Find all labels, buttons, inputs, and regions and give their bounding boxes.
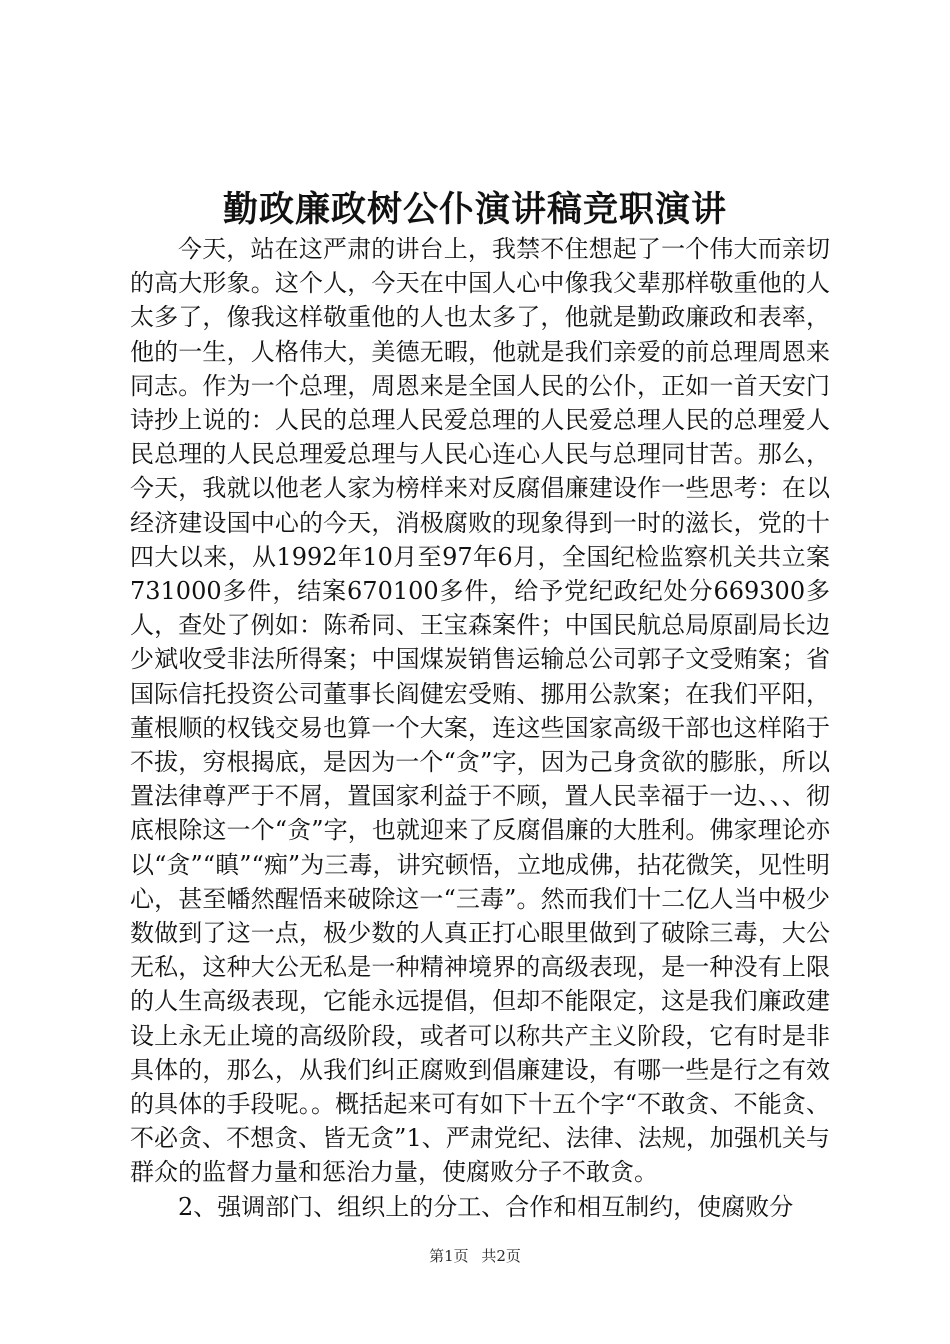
- paragraph-2: 2、强调部门、组织上的分工、合作和相互制约，使腐败分: [178, 1192, 794, 1221]
- paragraph-1: 今天，站在这严肃的讲台上，我禁不住想起了一个伟大而亲切的高大形象。这个人，今天在中国人心中像我父辈那样敬重他的人太多了，像我这样敬重他的人也太多了，他就是勤政廉政和表率，他的一生，人格伟大，美德无暇，他就是我们亲爱的前总理周恩来同志。作为一个总理，周恩来是全国人民的公仆，正如一首天安门诗抄上说的：人民的总理人民爱总理的人民爱总理人民的总理爱人民总理的人民总理爱总理与人民心连心人民与总理同甘苦。那么，今天，我就以他老人家为榜样来对反腐倡廉建设作一些思考：在以经济建设国中心的今天，消极腐败的现象得到一时的滋长，党的十四大以来，从1992年10月至97年6月，全国纪检监察机关共立案731000多件，结案670100多件，给予党纪政纪处分669300多人，查处了例如：陈希同、王宝森案件；中国民航总局原副局长边少斌收受非法所得案；中国煤炭销售运输总公司郭子文受贿案；省国际信托投资公司董事长阎健宏受贿、挪用公款案；在我们平阳，董根顺的权钱交易也算一个大案，连这些国家高级干部也这样陷于不拔，穷根揭底，是因为一个“贪”字，因为己身贪欲的膨胀，所以置法律尊严于不屑，置国家利益于不顾，置人民幸福于一边、、、彻底根除这一个“贪”字，也就迎来了反腐倡廉的大胜利。佛家理论亦以“贪”“瞋”“痴”为三毒，讲究顿悟，立地成佛，拈花微笑，见性明心，甚至幡然醒悟来破除这一“三毒”。然而我们十二亿人当中极少数做到了这一点，极少数的人真正打心眼里做到了破除三毒，大公无私，这种大公无私是一种精神境界的高级表现，是一种没有上限的人生高级表现，它能永远提倡，但却不能限定，这是我们廉政建设上永无止境的高级阶段，或者可以称共产主义阶段，它有时是非具体的，那么，从我们纠正腐败到倡廉建设，有哪一些是行之有效的具体的手段呢。。概括起来可有如下十五个字“不敢贪、不能贪、不必贪、不想贪、皆无贪”1、严肃党纪、法律、法规，加强机关与群众的监督力量和惩治力量，使腐败分子不敢贪。: [130, 235, 830, 1187]
- document-body: [130, 232, 830, 1224]
- page-total: 共2页: [481, 1247, 521, 1265]
- page-number: 第1页: [429, 1247, 469, 1265]
- document-title: 勤政廉政树公仆演讲稿竞职演讲: [222, 189, 727, 230]
- page-footer: [0, 1246, 950, 1266]
